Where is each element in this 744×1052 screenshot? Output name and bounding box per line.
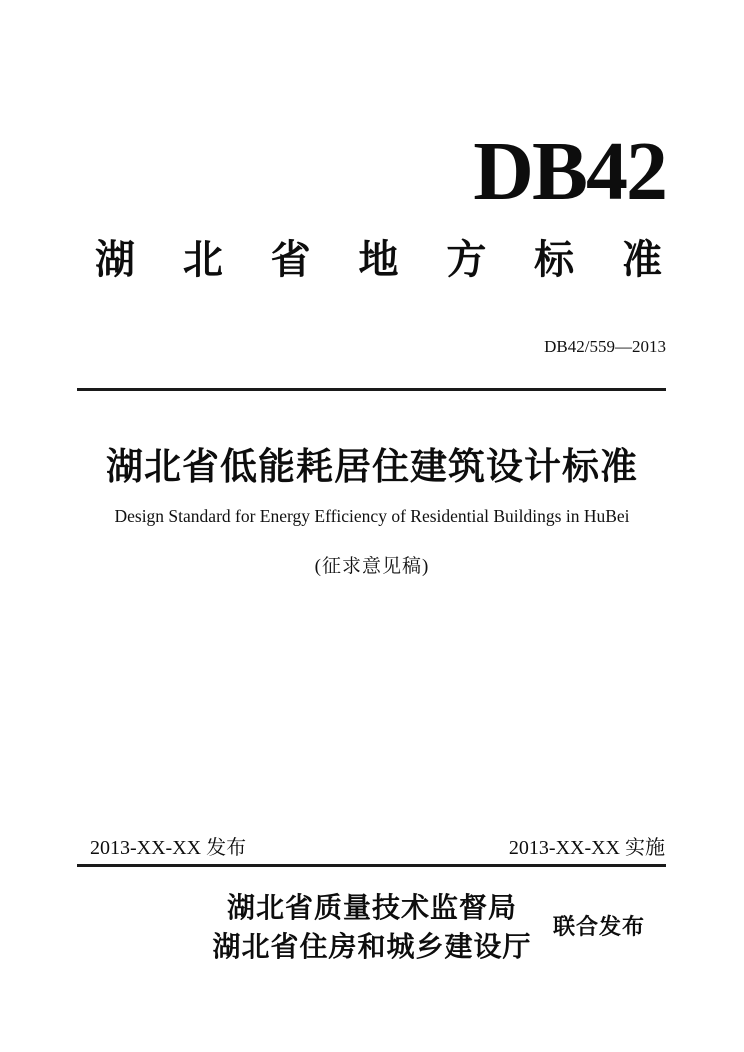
footer-divider-line [77,864,666,867]
standard-number: DB42/559—2013 [544,337,666,356]
document-title-english: Design Standard for Energy Efficiency of Residential Buildings in HuBei [114,506,630,526]
issue-date: 2013-XX-XX 发布 [90,837,247,859]
standard-code-large: DB42 [473,125,666,218]
draft-note: (征求意见稿) [314,556,430,577]
standard-type-char: 湖 [95,238,135,282]
implement-date: 2013-XX-XX 实施 [508,837,665,859]
document-title-chinese: 湖北省低能耗居住建筑设计标准 [106,446,638,487]
standard-type-char: 省 [270,238,311,282]
standard-type-char: 方 [446,238,487,282]
header-divider-line [77,388,666,391]
standard-type-char: 地 [358,238,399,282]
date-row [90,831,665,860]
joint-publish-label: 联合发布 [553,914,646,939]
standard-type-char: 北 [182,238,223,282]
standard-type-char: 准 [621,238,662,282]
publisher-line-2: 湖北省住房和城乡建设厅 [212,931,532,962]
standard-type-char: 标 [534,238,575,282]
standard-type-heading [95,240,662,280]
publisher-line-1: 湖北省质量技术监督局 [226,892,517,923]
